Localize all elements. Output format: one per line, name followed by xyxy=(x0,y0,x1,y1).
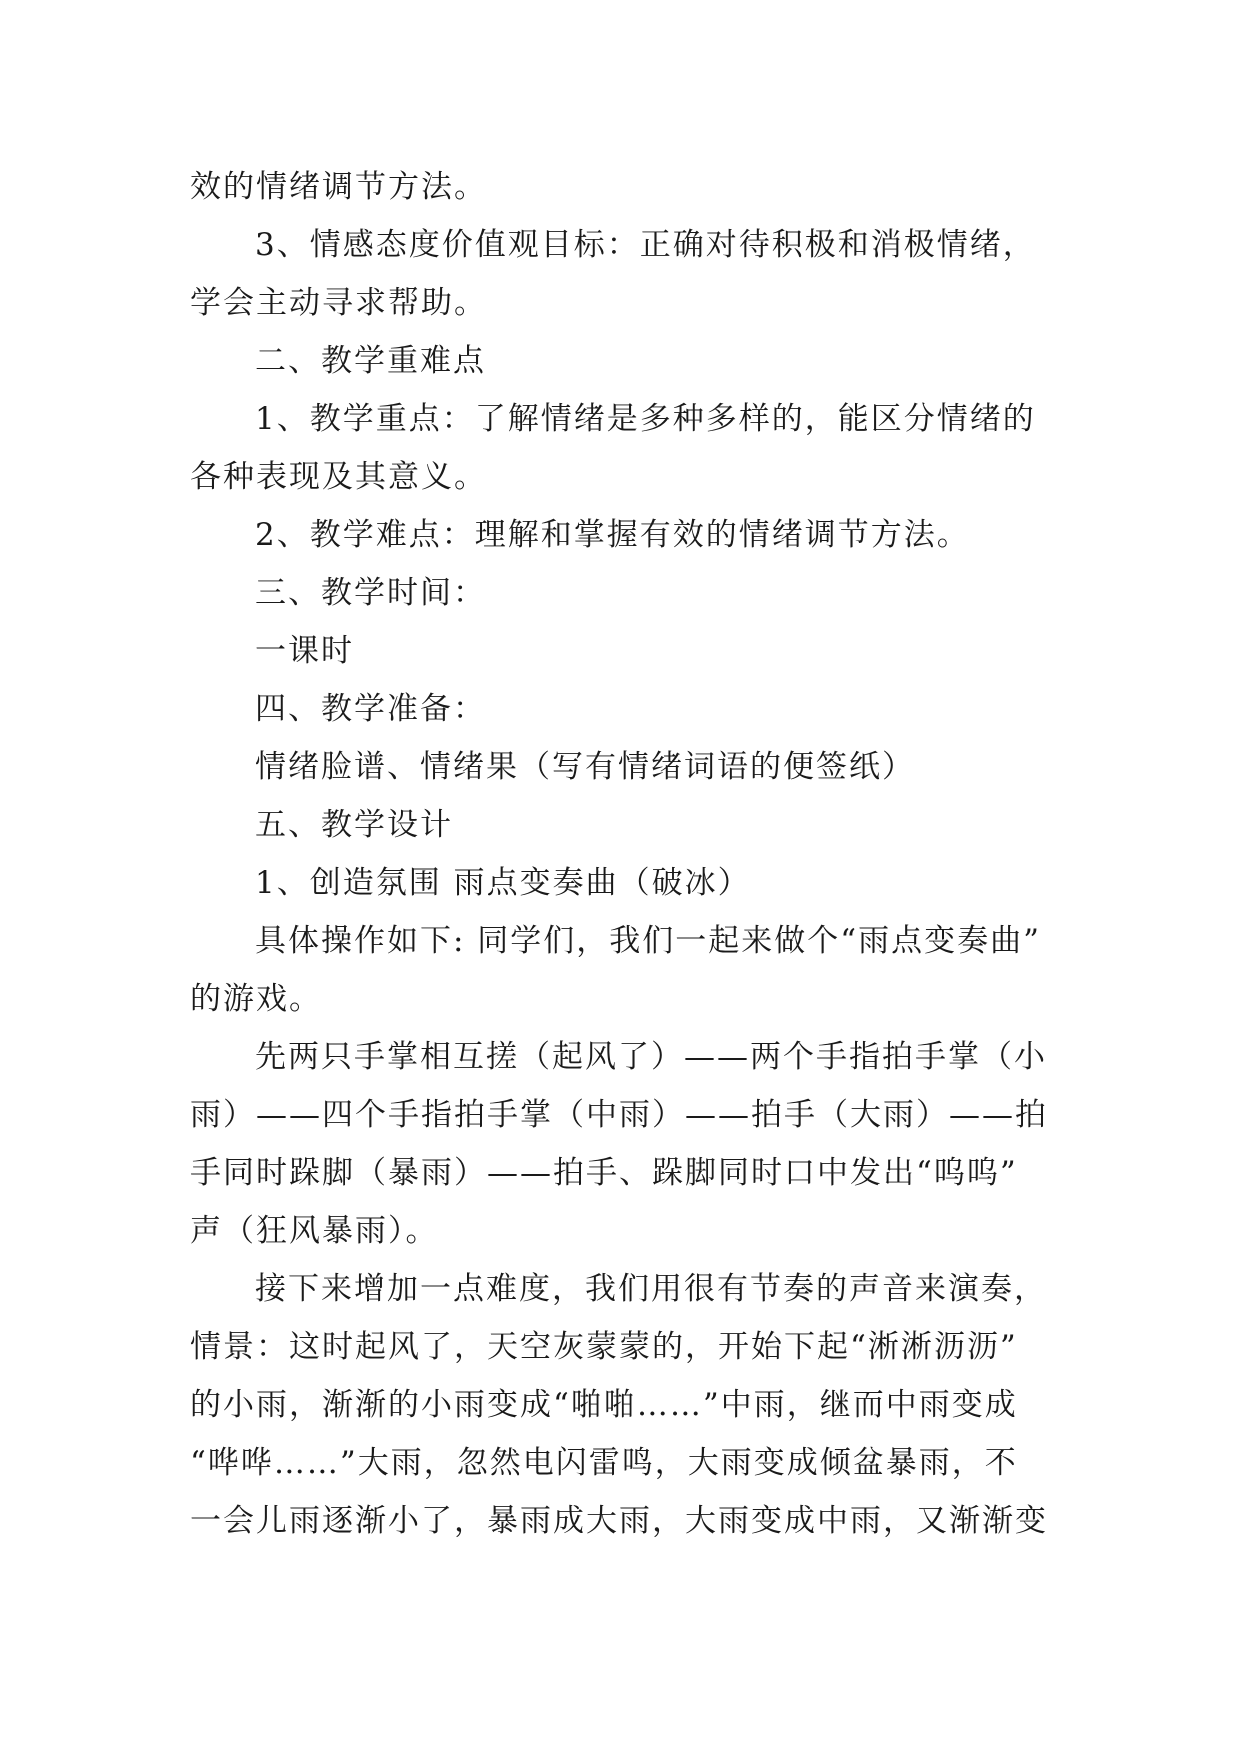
text-line: 2、教学难点：理解和掌握有效的情绪调节方法。 xyxy=(255,517,970,553)
text-line: 的小雨，渐渐的小雨变成“啪啪……”中雨，继而中雨变成 xyxy=(190,1387,1018,1423)
text-line: 具体操作如下: 同学们，我们一起来做个“雨点变奏曲” xyxy=(255,923,1041,959)
text-line: 情绪脸谱、情绪果（写有情绪词语的便签纸） xyxy=(255,749,915,785)
text-line: 1、教学重点：了解情绪是多种多样的，能区分情绪的 xyxy=(255,401,1036,437)
text-line: 声（狂风暴雨）。 xyxy=(190,1213,439,1249)
text-line: 各种表现及其意义。 xyxy=(190,459,487,495)
text-line: 情景：这时起风了，天空灰蒙蒙的，开始下起“淅淅沥沥” xyxy=(190,1329,1018,1365)
section-heading: 五、教学设计 xyxy=(255,807,453,843)
section-heading: 二、教学重难点 xyxy=(255,343,486,379)
text-line: 一会儿雨逐渐小了，暴雨成大雨，大雨变成中雨，又渐渐变 xyxy=(190,1503,1048,1539)
text-line: 一课时 xyxy=(255,633,354,669)
section-heading: 三、教学时间： xyxy=(255,575,486,611)
text-line: 雨）——四个手指拍手掌（中雨）——拍手（大雨）——拍 xyxy=(190,1097,1048,1133)
text-line: 效的情绪调节方法。 xyxy=(190,169,487,205)
text-line: 的游戏。 xyxy=(190,981,322,1017)
text-line: 先两只手掌相互搓（起风了）——两个手指拍手掌（小 xyxy=(255,1039,1047,1075)
text-line: 1、创造氛围 雨点变奏曲（破冰） xyxy=(255,865,751,901)
text-line: 3、情感态度价值观目标：正确对待积极和消极情绪， xyxy=(255,227,1036,263)
text-line: “哗哗……”大雨，忽然电闪雷鸣，大雨变成倾盆暴雨，不 xyxy=(190,1445,1018,1481)
section-heading: 四、教学准备： xyxy=(255,691,486,727)
text-line: 接下来增加一点难度，我们用很有节奏的声音来演奏， xyxy=(255,1271,1047,1307)
text-line: 学会主动寻求帮助。 xyxy=(190,285,487,321)
text-line: 手同时跺脚（暴雨）——拍手、跺脚同时口中发出“呜呜” xyxy=(190,1155,1018,1191)
